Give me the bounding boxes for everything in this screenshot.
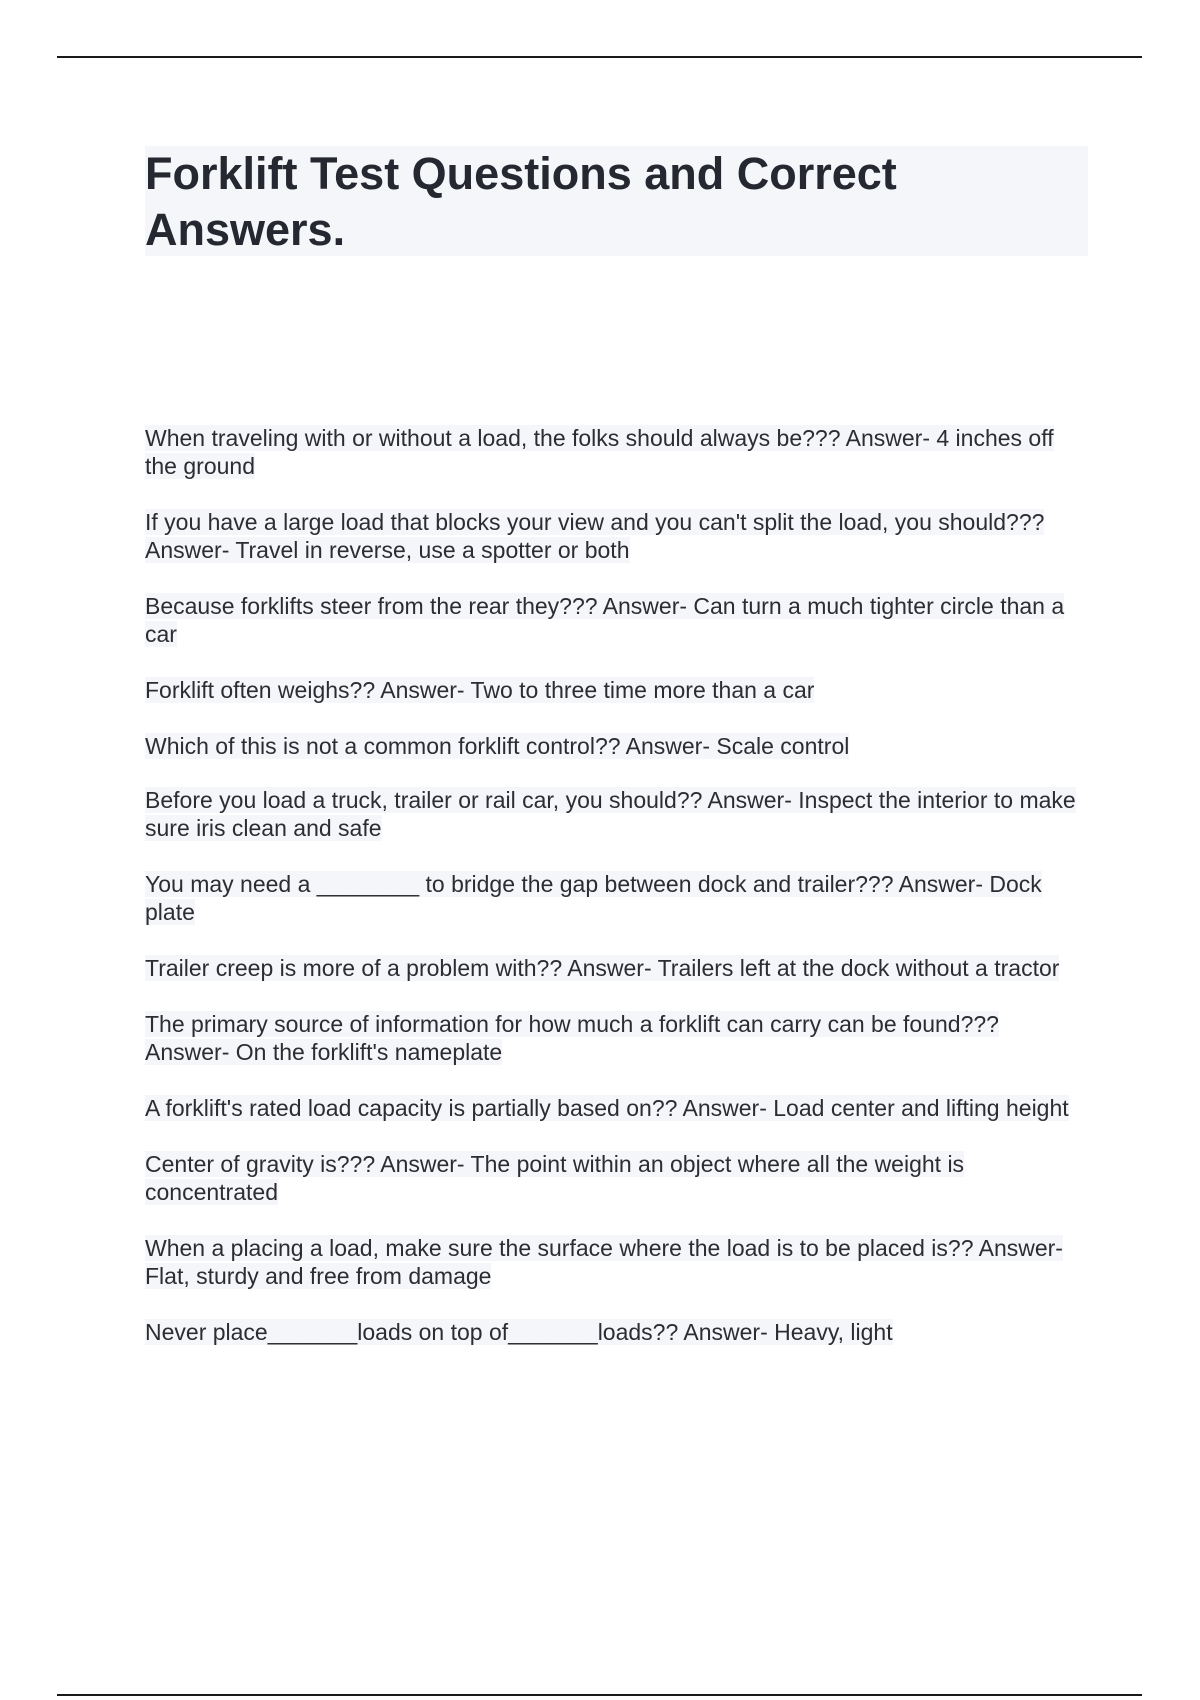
qa-item-6 bbox=[145, 786, 1085, 842]
qa-item-9 bbox=[145, 1010, 1085, 1066]
qa-item-8 bbox=[145, 954, 1085, 982]
qa-text: Because forklifts steer from the rear they??? Answer- Can turn a much tighter circle than a car bbox=[145, 593, 1065, 647]
qa-text: Never place_______loads on top of_______loads?? Answer- Heavy, light bbox=[145, 1319, 893, 1345]
qa-item-3 bbox=[145, 592, 1085, 648]
document-title: Forklift Test Questions and Correct Answers. bbox=[145, 148, 897, 255]
qa-item-2 bbox=[145, 508, 1085, 564]
qa-item-12 bbox=[145, 1234, 1085, 1290]
qa-text: When traveling with or without a load, the folks should always be??? Answer- 4 inches off the ground bbox=[145, 425, 1054, 479]
qa-text: A forklift's rated load capacity is partially based on?? Answer- Load center and lifting height bbox=[145, 1095, 1069, 1121]
qa-item-1 bbox=[145, 424, 1085, 480]
qa-item-5 bbox=[145, 732, 1085, 760]
top-rule bbox=[57, 56, 1142, 58]
qa-item-4 bbox=[145, 676, 1085, 704]
qa-text: You may need a ________ to bridge the gap between dock and trailer??? Answer- Dock plate bbox=[145, 871, 1042, 925]
qa-text: Trailer creep is more of a problem with?? Answer- Trailers left at the dock without a tractor bbox=[145, 955, 1060, 981]
qa-item-11 bbox=[145, 1150, 1085, 1206]
title-block bbox=[145, 146, 1088, 256]
qa-text: When a placing a load, make sure the surface where the load is to be placed is?? Answer- Flat, sturdy and free from damage bbox=[145, 1235, 1063, 1289]
qa-text: If you have a large load that blocks your view and you can't split the load, you should??? Answer- Travel in reverse, use a spotter or both bbox=[145, 509, 1045, 563]
qa-item-10 bbox=[145, 1094, 1085, 1122]
qa-item-13 bbox=[145, 1318, 1085, 1346]
qa-item-7 bbox=[145, 870, 1085, 926]
qa-list bbox=[145, 424, 1085, 1346]
qa-text: Center of gravity is??? Answer- The point within an object where all the weight is concentrated bbox=[145, 1151, 965, 1205]
qa-text: Forklift often weighs?? Answer- Two to three time more than a car bbox=[145, 677, 815, 703]
bottom-rule bbox=[57, 1694, 1142, 1696]
qa-text: Before you load a truck, trailer or rail car, you should?? Answer- Inspect the interior to make sure iris clean and safe bbox=[145, 787, 1076, 841]
qa-text: Which of this is not a common forklift control?? Answer- Scale control bbox=[145, 733, 850, 759]
qa-text: The primary source of information for how much a forklift can carry can be found??? Answer- On the forklift's nameplate bbox=[145, 1011, 999, 1065]
